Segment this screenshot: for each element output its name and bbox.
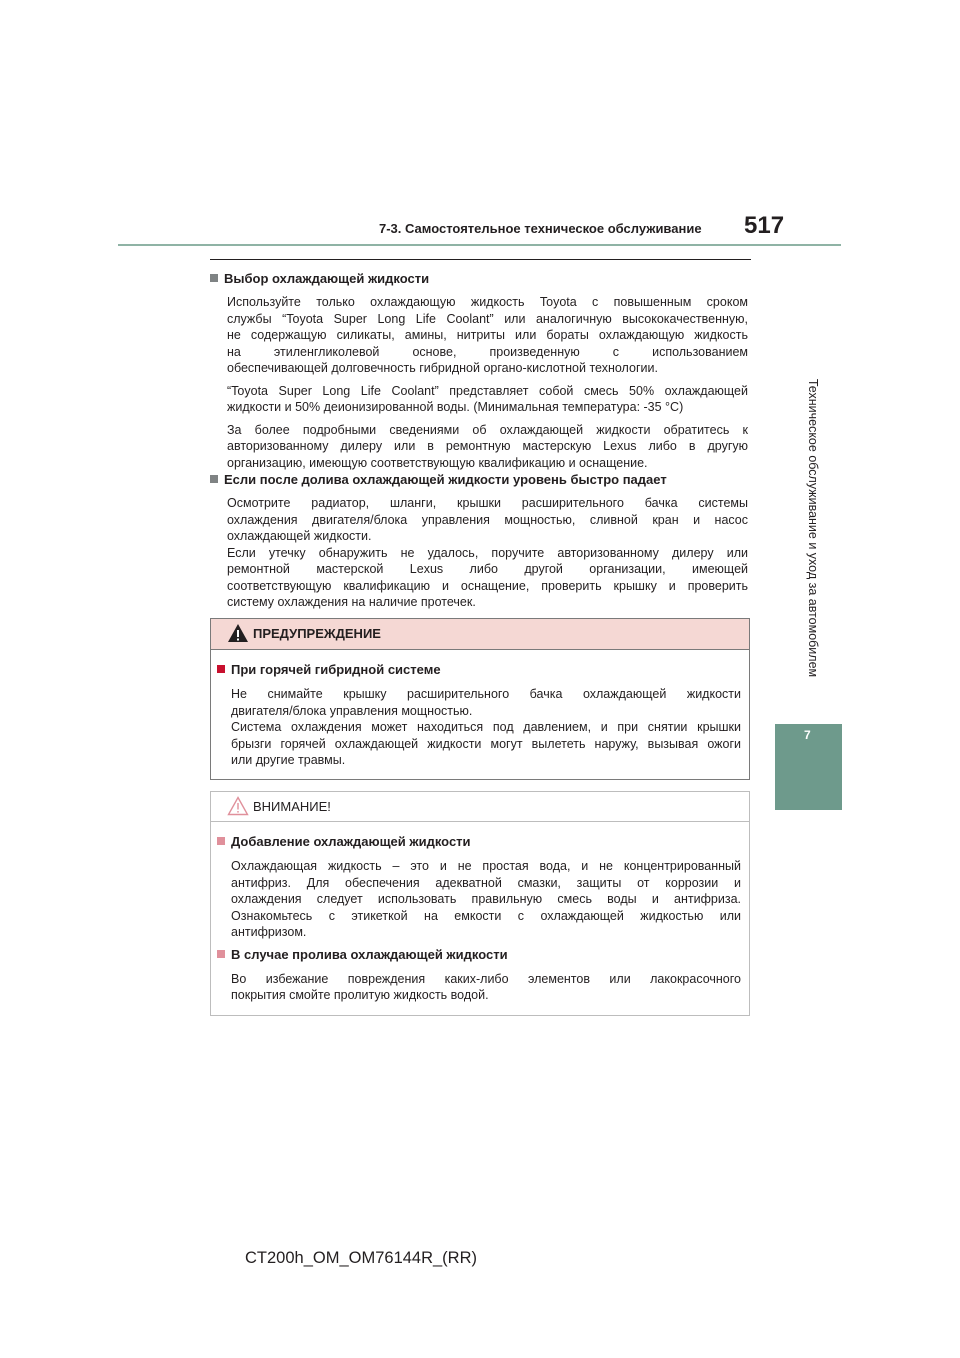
side-tab-label: Техническое обслуживание и уход за автомобилем — [806, 378, 821, 678]
caution-triangle-icon — [227, 795, 249, 817]
section-heading: Если после долива охлаждающей жидкости уровень быстро падает — [210, 472, 748, 488]
section-title: 7-3. Самостоятельное техническое обслуживание — [379, 221, 702, 236]
warning-triangle-icon — [227, 622, 249, 644]
header-divider — [118, 244, 841, 246]
content-divider — [210, 259, 751, 260]
warning-heading: При горячей гибридной системе — [217, 662, 741, 678]
square-bullet-icon — [210, 274, 218, 282]
warning-box — [210, 618, 750, 780]
chapter-number: 7 — [804, 728, 811, 742]
warning-title: ПРЕДУПРЕЖДЕНИЕ — [253, 626, 381, 641]
caution-heading: Добавление охлаждающей жидкости — [217, 834, 741, 850]
paragraph: Если утечку обнаружить не удалось, поручите авторизованному дилеру или ремонтной мастерской Lexus либо другой организации, имеющей соответствующую квалификацию и оснащение, проверить крышку и проверить систему охлаждения на наличие протечек. — [227, 545, 748, 609]
document-code: CT200h_OM_OM76144R_(RR) — [245, 1249, 478, 1267]
section-coolant-level-drop — [210, 472, 748, 617]
chapter-tab — [775, 724, 842, 810]
caution-heading: В случае пролива охлаждающей жидкости — [217, 947, 741, 963]
paragraph: За более подробными сведениями об охлаждающей жидкости обратитесь к авторизованному дилеру или в ремонтную мастерскую Lexus либо в другую организацию, имеющую соответствующую квалификацию и оснащение. — [227, 422, 748, 470]
paragraph: Осмотрите радиатор, шланги, крышки расширительного бачка системы охлаждения двигателя/блока управления мощностью, сливной кран и насос охлаждающей жидкости. — [227, 496, 748, 543]
square-bullet-icon — [217, 837, 225, 845]
side-tab — [768, 252, 858, 804]
paragraph: Используйте только охлаждающую жидкость Toyota с повышенным сроком службы “Toyota Super Long Life Coolant” или аналогичную высококачественную, не содержащую силикаты, амины, нитриты или бораты охлаждающую жидкость на этиленгликолевой основе, произведенную с использованием обеспечивающей долговечность гибридной органо-кислотной технологии. — [227, 295, 748, 375]
warning-header — [211, 619, 749, 650]
square-bullet-icon — [217, 950, 225, 958]
caution-title: ВНИМАНИЕ! — [253, 799, 331, 814]
paragraph: Охлаждающая жидкость – это и не простая вода, и не концентрированный антифриз. Для обеспечения адекватной смазки, защиты от коррозии и охлаждения следует использовать правильную смесь воды и антифриза. Ознакомьтесь с этикеткой на емкости с охлаждающей жидкостью или антифризом. — [231, 859, 741, 939]
paragraph: Система охлаждения может находиться под давлением, и при снятии крышки брызги горячей охлаждающей жидкости могут вылететь наружу, вызывая ожоги или другие травмы. — [231, 720, 741, 767]
caution-box — [210, 791, 750, 1016]
paragraph: Не снимайте крышку расширительного бачка охлаждающей жидкости двигателя/блока управления мощностью. — [231, 687, 741, 718]
section-heading: Выбор охлаждающей жидкости — [210, 271, 748, 287]
caution-header — [211, 792, 749, 822]
square-bullet-icon — [210, 475, 218, 483]
square-bullet-icon — [217, 665, 225, 673]
page-number: 517 — [744, 212, 785, 239]
paragraph: Во избежание повреждения каких-либо элементов или лакокрасочного покрытия смойте пролитую жидкость водой. — [231, 971, 741, 1002]
section-coolant-selection — [210, 271, 748, 477]
paragraph: “Toyota Super Long Life Coolant” представляет собой смесь 50% охлаждающей жидкости и 50% деионизированной воды. (Минимальная температура: -35 °C) — [227, 383, 748, 414]
